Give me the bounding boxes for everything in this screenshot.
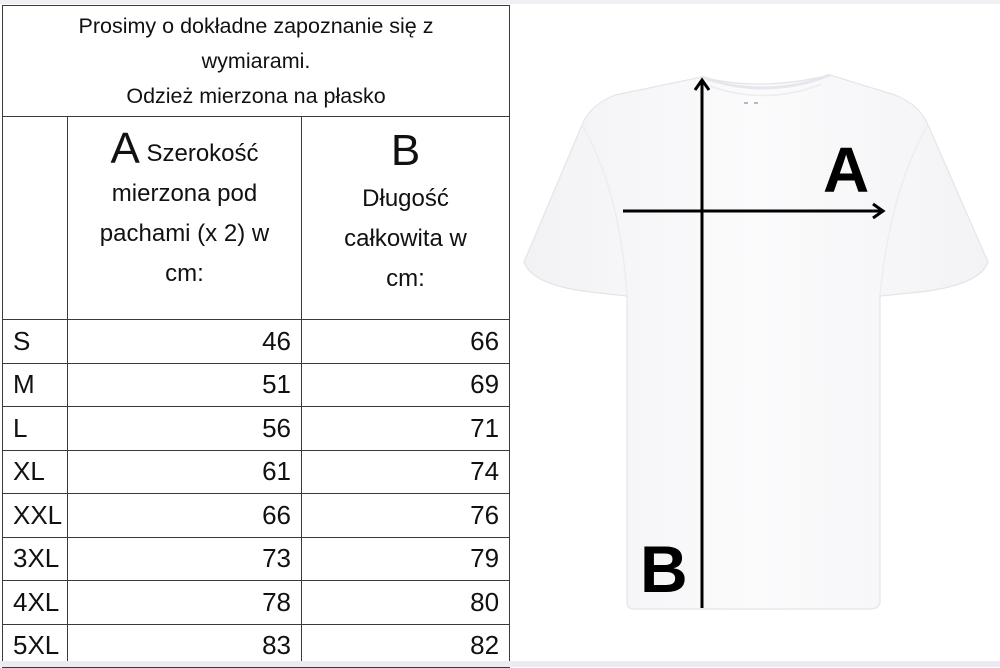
column-b-letter: B <box>390 126 421 175</box>
column-a-letter: A <box>110 124 140 173</box>
size-cell: XL <box>3 450 68 494</box>
size-chart-table <box>2 5 510 668</box>
size-cell: M <box>3 363 68 407</box>
size-cell: 3XL <box>3 537 68 581</box>
notice-line-2: wymiarami. <box>201 48 311 73</box>
column-a-line4: cm: <box>165 260 204 287</box>
length-cell: 76 <box>302 494 510 538</box>
length-cell: 74 <box>302 450 510 494</box>
size-cell: 5XL <box>3 624 68 668</box>
column-a-word1: Szerokość <box>146 140 259 167</box>
table-row <box>3 320 510 364</box>
column-b-header <box>302 117 510 320</box>
notice-line-3: Odzież mierzona na płasko <box>126 83 386 108</box>
width-cell: 83 <box>68 624 302 668</box>
length-cell: 80 <box>302 581 510 625</box>
column-a-header <box>68 117 302 320</box>
width-cell: 78 <box>68 581 302 625</box>
width-cell: 46 <box>68 320 302 364</box>
width-cell: 61 <box>68 450 302 494</box>
size-cell: XXL <box>3 494 68 538</box>
width-label-a: A <box>823 134 870 206</box>
width-cell: 51 <box>68 363 302 407</box>
length-cell: 82 <box>302 624 510 668</box>
tshirt-icon <box>510 0 1000 661</box>
column-b-line4: cm: <box>386 265 425 292</box>
size-cell: L <box>3 407 68 451</box>
table-row <box>3 537 510 581</box>
length-label-b: B <box>640 532 688 606</box>
size-cell: 4XL <box>3 581 68 625</box>
length-cell: 69 <box>302 363 510 407</box>
notice-line-1: Prosimy o dokładne zapoznanie się z <box>78 13 434 38</box>
column-b-line3: całkowita w <box>344 225 467 252</box>
bottom-edge-strip <box>0 661 1000 667</box>
column-b-line2: Długość <box>362 185 449 212</box>
width-cell: 56 <box>68 407 302 451</box>
table-row <box>3 363 510 407</box>
table-row <box>3 407 510 451</box>
table-row <box>3 581 510 625</box>
table-row <box>3 494 510 538</box>
size-cell: S <box>3 320 68 364</box>
length-cell: 79 <box>302 537 510 581</box>
width-cell: 66 <box>68 494 302 538</box>
column-a-line2: mierzona pod <box>111 180 258 207</box>
length-cell: 66 <box>302 320 510 364</box>
width-cell: 73 <box>68 537 302 581</box>
measurement-notice <box>3 6 510 117</box>
tshirt-diagram <box>510 0 1000 661</box>
length-cell: 71 <box>302 407 510 451</box>
column-a-line3: pachami (x 2) w <box>99 220 270 247</box>
table-row <box>3 450 510 494</box>
size-column-header <box>3 117 68 320</box>
